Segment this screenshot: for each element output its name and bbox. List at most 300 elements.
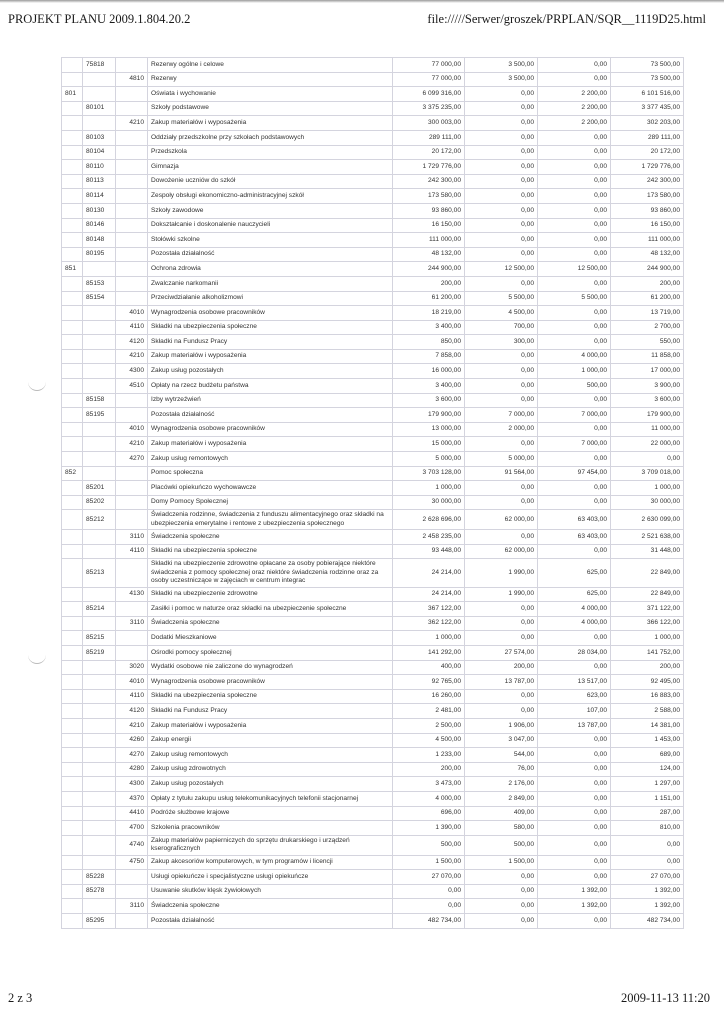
- cell-paragraf: 4110: [116, 544, 148, 559]
- cell-name: Usługi opiekuńcze i specjalistyczne usługi opiekuńcze: [148, 870, 393, 885]
- cell-plan: 141 292,00: [393, 646, 465, 661]
- cell-paragraf: 3110: [116, 899, 148, 914]
- cell-dzial: [62, 422, 83, 437]
- cell-name: Przedszkola: [148, 145, 393, 160]
- cell-dzial: [62, 233, 83, 248]
- cell-paragraf: 4010: [116, 422, 148, 437]
- cell-after-change: 22 849,00: [611, 559, 684, 587]
- cell-after-change: 16 883,00: [611, 689, 684, 704]
- cell-plan: 0,00: [393, 884, 465, 899]
- cell-dzial: [62, 733, 83, 748]
- cell-after-change: 11 000,00: [611, 422, 684, 437]
- cell-dzial: 851: [62, 262, 83, 277]
- cell-increase: 1 392,00: [538, 884, 611, 899]
- cell-after-change: 22 849,00: [611, 587, 684, 602]
- cell-paragraf: [116, 481, 148, 496]
- document-title: PROJEKT PLANU 2009.1.804.20.2: [8, 12, 191, 26]
- table-row: [62, 544, 684, 559]
- cell-after-change: 73 500,00: [611, 58, 684, 73]
- cell-paragraf: [116, 884, 148, 899]
- cell-increase: 13 517,00: [538, 675, 611, 690]
- table-row: [62, 646, 684, 661]
- cell-paragraf: 4010: [116, 306, 148, 321]
- cell-plan: 289 111,00: [393, 130, 465, 145]
- cell-decrease: 0,00: [465, 393, 538, 408]
- cell-name: Świadczenia społeczne: [148, 530, 393, 545]
- cell-increase: 0,00: [538, 631, 611, 646]
- cell-decrease: 1 500,00: [465, 855, 538, 870]
- cell-paragraf: [116, 646, 148, 661]
- cell-dzial: [62, 870, 83, 885]
- cell-increase: 7 000,00: [538, 437, 611, 452]
- cell-increase: 0,00: [538, 218, 611, 233]
- cell-after-change: 3 709 018,00: [611, 466, 684, 481]
- cell-paragraf: 4300: [116, 364, 148, 379]
- cell-decrease: 500,00: [465, 835, 538, 855]
- cell-rozdzial: [83, 116, 116, 131]
- cell-dzial: [62, 884, 83, 899]
- cell-decrease: 3 500,00: [465, 72, 538, 87]
- cell-plan: 92 765,00: [393, 675, 465, 690]
- cell-rozdzial: 85154: [83, 291, 116, 306]
- cell-increase: 625,00: [538, 587, 611, 602]
- cell-plan: 77 000,00: [393, 72, 465, 87]
- table-row: [62, 704, 684, 719]
- table-row: [62, 884, 684, 899]
- cell-increase: 0,00: [538, 276, 611, 291]
- cell-increase: 2 200,00: [538, 116, 611, 131]
- cell-dzial: [62, 762, 83, 777]
- cell-paragraf: [116, 101, 148, 116]
- cell-rozdzial: 80113: [83, 174, 116, 189]
- cell-paragraf: 4210: [116, 349, 148, 364]
- cell-increase: 2 200,00: [538, 101, 611, 116]
- cell-plan: 13 000,00: [393, 422, 465, 437]
- cell-rozdzial: [83, 437, 116, 452]
- cell-dzial: [62, 821, 83, 836]
- cell-paragraf: 3110: [116, 616, 148, 631]
- cell-rozdzial: 85228: [83, 870, 116, 885]
- cell-after-change: 1 729 776,00: [611, 160, 684, 175]
- cell-after-change: 0,00: [611, 452, 684, 467]
- cell-plan: 0,00: [393, 899, 465, 914]
- table-row: [62, 101, 684, 116]
- cell-after-change: 11 858,00: [611, 349, 684, 364]
- cell-paragraf: [116, 393, 148, 408]
- cell-after-change: 200,00: [611, 660, 684, 675]
- table-row: [62, 675, 684, 690]
- cell-dzial: [62, 855, 83, 870]
- cell-dzial: [62, 806, 83, 821]
- cell-rozdzial: 80104: [83, 145, 116, 160]
- cell-after-change: 200,00: [611, 276, 684, 291]
- cell-paragraf: 4260: [116, 733, 148, 748]
- cell-dzial: [62, 452, 83, 467]
- cell-rozdzial: [83, 452, 116, 467]
- cell-name: Świadczenia społeczne: [148, 899, 393, 914]
- cell-dzial: [62, 602, 83, 617]
- cell-decrease: 0,00: [465, 870, 538, 885]
- cell-name: Ochrona zdrowia: [148, 262, 393, 277]
- cell-dzial: [62, 544, 83, 559]
- cell-rozdzial: 75818: [83, 58, 116, 73]
- cell-decrease: 0,00: [465, 616, 538, 631]
- table-row: [62, 466, 684, 481]
- cell-plan: 242 300,00: [393, 174, 465, 189]
- cell-dzial: [62, 913, 83, 928]
- cell-paragraf: [116, 203, 148, 218]
- table-row: [62, 762, 684, 777]
- cell-plan: 16 150,00: [393, 218, 465, 233]
- cell-increase: 0,00: [538, 762, 611, 777]
- cell-increase: 623,00: [538, 689, 611, 704]
- cell-decrease: 1 990,00: [465, 559, 538, 587]
- cell-after-change: 14 381,00: [611, 718, 684, 733]
- cell-plan: 5 000,00: [393, 452, 465, 467]
- cell-plan: 15 000,00: [393, 437, 465, 452]
- cell-dzial: [62, 718, 83, 733]
- cell-plan: 3 375 235,00: [393, 101, 465, 116]
- cell-dzial: [62, 616, 83, 631]
- cell-name: Oświata i wychowanie: [148, 87, 393, 102]
- table-row: [62, 218, 684, 233]
- cell-dzial: [62, 510, 83, 530]
- cell-name: Składki na ubezpieczenia społeczne: [148, 689, 393, 704]
- cell-dzial: [62, 393, 83, 408]
- cell-decrease: 5 500,00: [465, 291, 538, 306]
- cell-after-change: 482 734,00: [611, 913, 684, 928]
- cell-dzial: [62, 247, 83, 262]
- cell-decrease: 2 849,00: [465, 791, 538, 806]
- cell-decrease: 409,00: [465, 806, 538, 821]
- cell-paragraf: 4210: [116, 116, 148, 131]
- cell-increase: 13 787,00: [538, 718, 611, 733]
- cell-rozdzial: [83, 72, 116, 87]
- cell-after-change: 689,00: [611, 748, 684, 763]
- cell-decrease: 0,00: [465, 174, 538, 189]
- cell-after-change: 3 900,00: [611, 379, 684, 394]
- cell-plan: 3 400,00: [393, 379, 465, 394]
- cell-plan: 2 628 696,00: [393, 510, 465, 530]
- cell-plan: 1 233,00: [393, 748, 465, 763]
- table-row: [62, 452, 684, 467]
- cell-decrease: 300,00: [465, 335, 538, 350]
- cell-after-change: 0,00: [611, 855, 684, 870]
- cell-dzial: [62, 587, 83, 602]
- cell-name: Wynagrodzenia osobowe pracowników: [148, 422, 393, 437]
- cell-name: Dodatki Mieszkaniowe: [148, 631, 393, 646]
- cell-dzial: [62, 72, 83, 87]
- table-row: [62, 748, 684, 763]
- cell-increase: 0,00: [538, 233, 611, 248]
- cell-decrease: 0,00: [465, 101, 538, 116]
- cell-paragraf: [116, 247, 148, 262]
- cell-increase: 0,00: [538, 777, 611, 792]
- cell-plan: 367 122,00: [393, 602, 465, 617]
- cell-rozdzial: [83, 855, 116, 870]
- cell-name: Dokształcanie i doskonalenie nauczycieli: [148, 218, 393, 233]
- cell-increase: 0,00: [538, 72, 611, 87]
- table-row: [62, 349, 684, 364]
- cell-rozdzial: [83, 466, 116, 481]
- cell-name: Zakup materiałów i wyposażenia: [148, 437, 393, 452]
- cell-dzial: [62, 101, 83, 116]
- cell-dzial: [62, 660, 83, 675]
- cell-increase: 0,00: [538, 821, 611, 836]
- cell-increase: 0,00: [538, 145, 611, 160]
- cell-paragraf: [116, 58, 148, 73]
- cell-plan: 244 900,00: [393, 262, 465, 277]
- cell-plan: 16 000,00: [393, 364, 465, 379]
- cell-dzial: [62, 145, 83, 160]
- cell-decrease: 0,00: [465, 379, 538, 394]
- cell-plan: 2 500,00: [393, 718, 465, 733]
- cell-rozdzial: 85201: [83, 481, 116, 496]
- cell-paragraf: [116, 218, 148, 233]
- cell-dzial: [62, 203, 83, 218]
- cell-name: Opłaty z tytułu zakupu usług telekomunikacyjnych telefonii stacjonarnej: [148, 791, 393, 806]
- cell-paragraf: [116, 631, 148, 646]
- cell-rozdzial: 80146: [83, 218, 116, 233]
- cell-increase: 2 200,00: [538, 87, 611, 102]
- table-row: [62, 145, 684, 160]
- cell-decrease: 0,00: [465, 116, 538, 131]
- cell-increase: 7 000,00: [538, 408, 611, 423]
- cell-decrease: 0,00: [465, 913, 538, 928]
- table-row: [62, 393, 684, 408]
- table-row: [62, 495, 684, 510]
- cell-decrease: 0,00: [465, 145, 538, 160]
- cell-after-change: 30 000,00: [611, 495, 684, 510]
- cell-name: Zakup materiałów i wyposażenia: [148, 116, 393, 131]
- cell-after-change: 73 500,00: [611, 72, 684, 87]
- cell-plan: 362 122,00: [393, 616, 465, 631]
- cell-paragraf: 4270: [116, 748, 148, 763]
- cell-dzial: [62, 675, 83, 690]
- cell-plan: 20 172,00: [393, 145, 465, 160]
- cell-dzial: [62, 335, 83, 350]
- cell-paragraf: [116, 495, 148, 510]
- cell-increase: 0,00: [538, 393, 611, 408]
- cell-decrease: 0,00: [465, 130, 538, 145]
- cell-increase: 0,00: [538, 791, 611, 806]
- cell-dzial: [62, 559, 83, 587]
- table-row: [62, 821, 684, 836]
- cell-increase: 0,00: [538, 748, 611, 763]
- cell-after-change: 141 752,00: [611, 646, 684, 661]
- cell-decrease: 5 000,00: [465, 452, 538, 467]
- cell-paragraf: 4210: [116, 718, 148, 733]
- cell-name: Pozostała działalność: [148, 247, 393, 262]
- cell-paragraf: 4700: [116, 821, 148, 836]
- cell-after-change: 31 448,00: [611, 544, 684, 559]
- table-row: [62, 364, 684, 379]
- cell-increase: 4 000,00: [538, 616, 611, 631]
- cell-name: Podróże służbowe krajowe: [148, 806, 393, 821]
- cell-after-change: 242 300,00: [611, 174, 684, 189]
- cell-name: Szkoły podstawowe: [148, 101, 393, 116]
- cell-rozdzial: [83, 87, 116, 102]
- cell-after-change: 302 203,00: [611, 116, 684, 131]
- cell-paragraf: [116, 291, 148, 306]
- cell-rozdzial: 80114: [83, 189, 116, 204]
- cell-rozdzial: 85153: [83, 276, 116, 291]
- cell-after-change: 287,00: [611, 806, 684, 821]
- cell-decrease: 0,00: [465, 276, 538, 291]
- cell-after-change: 3 600,00: [611, 393, 684, 408]
- cell-rozdzial: 85213: [83, 559, 116, 587]
- cell-rozdzial: [83, 379, 116, 394]
- table-row: [62, 855, 684, 870]
- cell-paragraf: [116, 145, 148, 160]
- cell-paragraf: 4210: [116, 437, 148, 452]
- cell-name: Zespoły obsługi ekonomiczno-administracyjnej szkół: [148, 189, 393, 204]
- cell-increase: 0,00: [538, 806, 611, 821]
- cell-increase: 0,00: [538, 58, 611, 73]
- table-row: [62, 203, 684, 218]
- cell-increase: 0,00: [538, 247, 611, 262]
- cell-decrease: 2 176,00: [465, 777, 538, 792]
- cell-increase: 4 000,00: [538, 602, 611, 617]
- page-number: 2 z 3: [8, 991, 33, 1005]
- cell-rozdzial: [83, 422, 116, 437]
- cell-plan: 300 003,00: [393, 116, 465, 131]
- cell-decrease: 62 000,00: [465, 510, 538, 530]
- cell-rozdzial: [83, 587, 116, 602]
- cell-paragraf: [116, 913, 148, 928]
- cell-increase: 500,00: [538, 379, 611, 394]
- cell-rozdzial: [83, 306, 116, 321]
- cell-decrease: 0,00: [465, 189, 538, 204]
- cell-rozdzial: [83, 349, 116, 364]
- cell-rozdzial: [83, 675, 116, 690]
- cell-name: Stołówki szkolne: [148, 233, 393, 248]
- cell-dzial: [62, 899, 83, 914]
- cell-decrease: 76,00: [465, 762, 538, 777]
- cell-name: Wynagrodzenia osobowe pracowników: [148, 675, 393, 690]
- cell-name: Zakup usług zdrowotnych: [148, 762, 393, 777]
- cell-paragraf: 4510: [116, 379, 148, 394]
- cell-increase: 5 500,00: [538, 291, 611, 306]
- cell-name: Składki na ubezpieczenia społeczne: [148, 544, 393, 559]
- table-row: [62, 276, 684, 291]
- cell-decrease: 4 500,00: [465, 306, 538, 321]
- cell-plan: 1 000,00: [393, 631, 465, 646]
- cell-paragraf: 4120: [116, 335, 148, 350]
- cell-rozdzial: [83, 364, 116, 379]
- cell-plan: 1 000,00: [393, 481, 465, 496]
- cell-rozdzial: [83, 748, 116, 763]
- cell-decrease: 200,00: [465, 660, 538, 675]
- cell-increase: 12 500,00: [538, 262, 611, 277]
- cell-decrease: 0,00: [465, 602, 538, 617]
- table-row: [62, 130, 684, 145]
- cell-name: Zakup usług pozostałych: [148, 364, 393, 379]
- cell-after-change: 111 000,00: [611, 233, 684, 248]
- cell-plan: 200,00: [393, 762, 465, 777]
- cell-decrease: 3 500,00: [465, 58, 538, 73]
- cell-name: Placówki opiekuńczo wychowawcze: [148, 481, 393, 496]
- cell-plan: 48 132,00: [393, 247, 465, 262]
- cell-plan: 2 481,00: [393, 704, 465, 719]
- cell-after-change: 17 000,00: [611, 364, 684, 379]
- cell-paragraf: [116, 466, 148, 481]
- document-url: file://///Serwer/groszek/PRPLAN/SQR__1119D25.html: [427, 12, 706, 26]
- cell-increase: 63 403,00: [538, 510, 611, 530]
- cell-increase: 0,00: [538, 189, 611, 204]
- cell-increase: 0,00: [538, 544, 611, 559]
- cell-increase: 0,00: [538, 174, 611, 189]
- cell-plan: 93 448,00: [393, 544, 465, 559]
- scan-edge: [0, 0, 724, 3]
- cell-rozdzial: 85295: [83, 913, 116, 928]
- cell-decrease: 12 500,00: [465, 262, 538, 277]
- cell-increase: 0,00: [538, 835, 611, 855]
- cell-name: Zakup materiałów papierniczych do sprzętu drukarskiego i urządzeń kserograficznych: [148, 835, 393, 855]
- cell-plan: 27 070,00: [393, 870, 465, 885]
- cell-rozdzial: 80103: [83, 130, 116, 145]
- cell-decrease: 0,00: [465, 218, 538, 233]
- table-row: [62, 616, 684, 631]
- cell-dzial: [62, 689, 83, 704]
- cell-paragraf: 4370: [116, 791, 148, 806]
- table-row: [62, 306, 684, 321]
- cell-increase: 63 403,00: [538, 530, 611, 545]
- cell-rozdzial: [83, 704, 116, 719]
- cell-plan: 77 000,00: [393, 58, 465, 73]
- table-row: [62, 160, 684, 175]
- cell-plan: 6 099 316,00: [393, 87, 465, 102]
- cell-paragraf: [116, 510, 148, 530]
- table-row: [62, 379, 684, 394]
- cell-plan: 3 703 128,00: [393, 466, 465, 481]
- cell-after-change: 22 000,00: [611, 437, 684, 452]
- cell-plan: 16 260,00: [393, 689, 465, 704]
- table-row: [62, 587, 684, 602]
- cell-after-change: 366 122,00: [611, 616, 684, 631]
- cell-paragraf: [116, 130, 148, 145]
- cell-decrease: 0,00: [465, 689, 538, 704]
- cell-name: Wydatki osobowe nie zaliczone do wynagrodzeń: [148, 660, 393, 675]
- cell-increase: 0,00: [538, 855, 611, 870]
- cell-paragraf: [116, 262, 148, 277]
- cell-decrease: 0,00: [465, 495, 538, 510]
- cell-name: Zakup usług remontowych: [148, 452, 393, 467]
- cell-name: Świadczenia społeczne: [148, 616, 393, 631]
- cell-plan: 696,00: [393, 806, 465, 821]
- cell-paragraf: [116, 408, 148, 423]
- cell-rozdzial: [83, 660, 116, 675]
- cell-plan: 7 858,00: [393, 349, 465, 364]
- cell-after-change: 3 377 435,00: [611, 101, 684, 116]
- cell-increase: 0,00: [538, 452, 611, 467]
- cell-dzial: [62, 704, 83, 719]
- cell-dzial: [62, 130, 83, 145]
- table-row: [62, 422, 684, 437]
- cell-plan: 1 390,00: [393, 821, 465, 836]
- cell-plan: 850,00: [393, 335, 465, 350]
- table-row: [62, 189, 684, 204]
- cell-name: Przeciwdziałanie alkoholizmowi: [148, 291, 393, 306]
- cell-plan: 179 900,00: [393, 408, 465, 423]
- cell-decrease: 0,00: [465, 364, 538, 379]
- cell-rozdzial: [83, 689, 116, 704]
- table-row: [62, 559, 684, 587]
- cell-plan: 111 000,00: [393, 233, 465, 248]
- cell-decrease: 0,00: [465, 884, 538, 899]
- cell-after-change: 27 070,00: [611, 870, 684, 885]
- cell-increase: 97 454,00: [538, 466, 611, 481]
